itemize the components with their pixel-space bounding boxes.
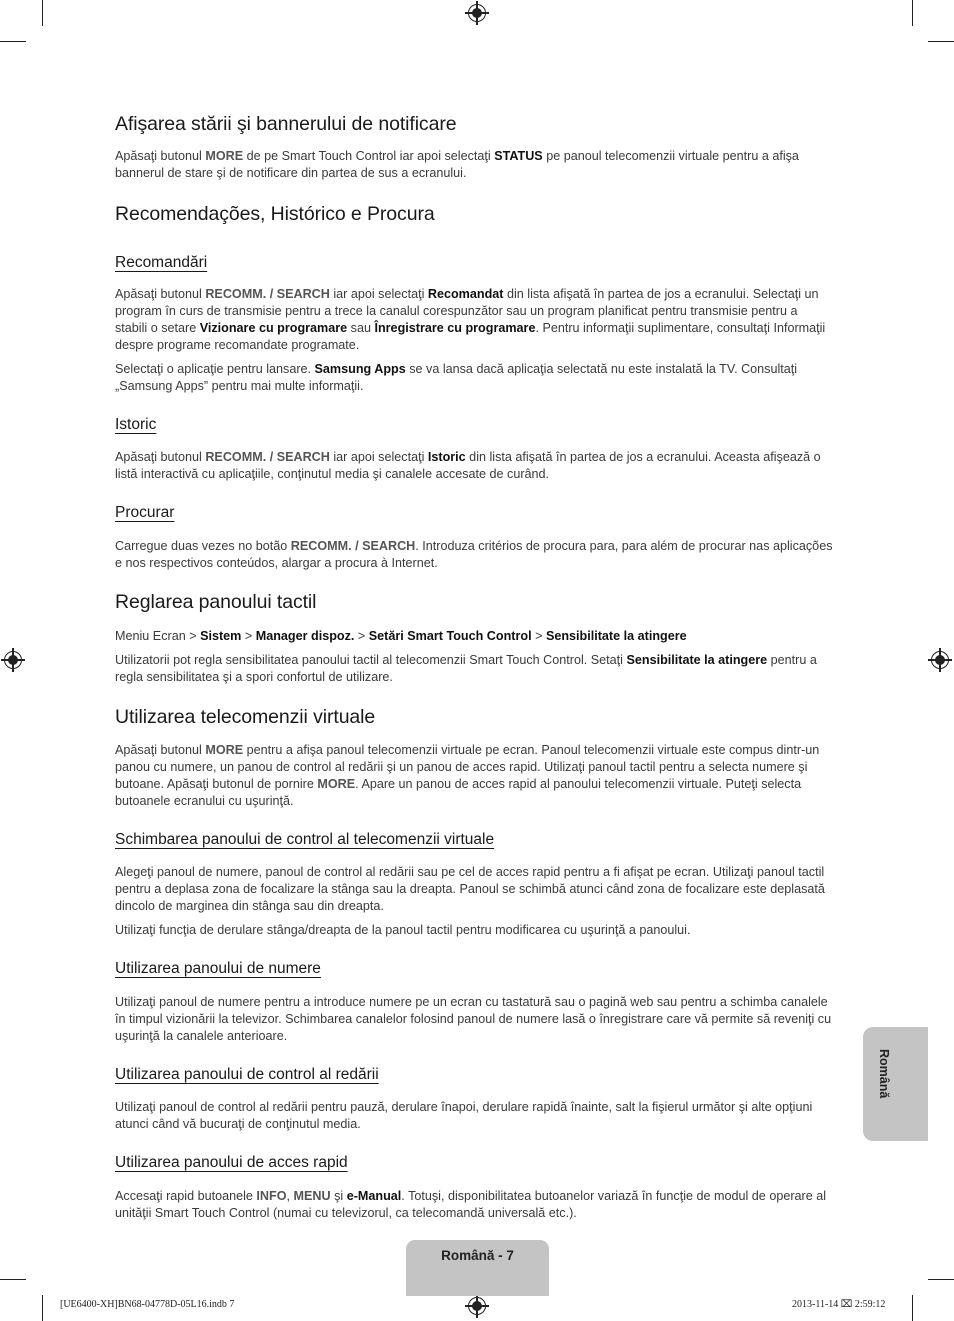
section-heading-tactil: Reglarea panoului tactil bbox=[115, 591, 317, 613]
registration-mark-icon bbox=[4, 651, 22, 669]
crop-mark bbox=[42, 0, 43, 26]
page-number-label: Română - 7 bbox=[441, 1248, 514, 1263]
crop-mark bbox=[42, 1295, 43, 1321]
paragraph: Apăsaţi butonul MORE pentru a afişa panoul telecomenzii virtuale pe ecran. Panoul telecomenzii virtuale este compus dintr-un panou cu numere, un panou de control al redării şi un panou de acces rapid. Utilizaţi panoul tactil pentru a selecta numere şi butoane. Apăsaţi butonul de pornire MORE. Apare un panou de acces rapid al panoului telecomenzii virtuale. Puteţi selecta butoanele ecranului cu uşurinţă. bbox=[115, 743, 820, 808]
paragraph: Alegeţi panoul de numere, panoul de control al redării sau pe cel de acces rapid pentru a fi afişat pe ecran. Utilizaţi panoul tactil pentru a deplasa zona de focalizare la stânga sau la dreapta. Panoul se schimbă atunci când zona de focalizare este deplasată dincolo de marginea din stânga sau din dreapta. bbox=[115, 865, 825, 913]
paragraph: Carregue duas vezes no botão RECOMM. / SEARCH. Introduza critérios de procura para, para além de procurar nas aplicações e nos respectivos conteúdos, alargar a procura à Internet. bbox=[115, 539, 833, 570]
registration-mark-icon bbox=[468, 1297, 486, 1315]
paragraph: Utilizaţi panoul de control al redării pentru pauză, derulare înapoi, derulare rapidă înainte, salt la fişierul următor şi alte opţiuni atunci când vă bucuraţi de conţinutul media. bbox=[115, 1100, 813, 1131]
crop-mark bbox=[928, 1279, 954, 1280]
section-heading-virtual: Utilizarea telecomenzii virtuale bbox=[115, 706, 376, 728]
paragraph: Utilizaţi panoul de numere pentru a introduce numere pe un ecran cu tastatură sau o pagină web sau pentru a schimba canalele în timpul vizionării la televizor. Schimbarea canalelor folosind panoul de numere lasă o înregistrare care vă permite să reveniţi cu uşurinţă la canalele anterioare. bbox=[115, 995, 832, 1043]
footer-timestamp: 2013-11-14 ⌧ 2:59:12 bbox=[792, 1299, 886, 1310]
subsection-heading-procurar: Procurar bbox=[115, 504, 175, 521]
footer-file-info: [UE6400-XH]BN68-04778D-05L16.indb 7 bbox=[60, 1299, 235, 1310]
crop-mark bbox=[928, 41, 954, 42]
subsection-heading-istoric: Istoric bbox=[115, 416, 157, 433]
language-side-tab bbox=[863, 1027, 928, 1141]
paragraph: Apăsaţi butonul RECOMM. / SEARCH iar apoi selectaţi Recomandat din lista afişată în partea de jos a ecranului. Selectaţi un program în curs de transmisie pentru a trece la canalul corespunzător sau un program planificat pentru transmisie pentru a stabili o setare Vizionare cu programare sau Înregistrare cu programare. Pentru informaţii suplimentare, consultaţi Informaţii despre programe recomandate programate. bbox=[115, 287, 826, 352]
paragraph: Utilizaţi funcţia de derulare stânga/dreapta de la panoul tactil pentru modificarea cu uşurinţă a panoului. bbox=[115, 923, 691, 937]
section-heading-status: Afişarea stării şi bannerului de notificare bbox=[115, 113, 457, 135]
subsection-heading-recomandari: Recomandări bbox=[115, 254, 208, 271]
paragraph: Apăsaţi butonul MORE de pe Smart Touch Control iar apoi selectaţi STATUS pe panoul telecomenzii virtuale pentru a afişa bannerul de stare şi de notificare din partea de sus a ecranului. bbox=[115, 149, 799, 180]
registration-mark-icon bbox=[931, 651, 949, 669]
crop-mark bbox=[0, 41, 26, 42]
page-number-tab bbox=[406, 1240, 549, 1296]
section-heading-recom: Recomendações, Histórico e Procura bbox=[115, 203, 435, 225]
subsection-heading-control: Utilizarea panoului de control al redării bbox=[115, 1066, 379, 1083]
subsection-heading-numere: Utilizarea panoului de numere bbox=[115, 960, 321, 977]
subsection-heading-rapid: Utilizarea panoului de acces rapid bbox=[115, 1154, 348, 1171]
language-side-tab-label: Română bbox=[877, 1049, 891, 1099]
paragraph: Accesaţi rapid butoanele INFO, MENU şi e-Manual. Totuşi, disponibilitatea butoanelor variază în funcţie de modul de operare al unităţii Smart Touch Control (numai cu televizorul, ca telecomandă universală etc.). bbox=[115, 1189, 827, 1220]
menu-path: Meniu Ecran > Sistem > Manager dispoz. > Setări Smart Touch Control > Sensibilitate la atingere bbox=[115, 629, 687, 643]
crop-mark bbox=[912, 1295, 913, 1321]
paragraph: Utilizatorii pot regla sensibilitatea panoului tactil al telecomenzii Smart Touch Control. Setaţi Sensibilitate la atingere pentru a regla sensibilitatea şi a spori confortul de utilizare. bbox=[115, 653, 817, 684]
subsection-heading-schimbare: Schimbarea panoului de control al telecomenzii virtuale bbox=[115, 831, 495, 848]
crop-mark bbox=[0, 1279, 26, 1280]
crop-mark bbox=[912, 0, 913, 26]
paragraph: Apăsaţi butonul RECOMM. / SEARCH iar apoi selectaţi Istoric din lista afişată în partea de jos a ecranului. Aceasta afişează o listă interactivă cu aplicaţiile, conţinutul media şi canalele accesate de curând. bbox=[115, 450, 821, 481]
registration-mark-icon bbox=[468, 4, 486, 22]
paragraph: Selectaţi o aplicaţie pentru lansare. Samsung Apps se va lansa dacă aplicaţia selectată nu este instalată la TV. Consultaţi „Samsung Apps” pentru mai multe informaţii. bbox=[115, 362, 798, 393]
